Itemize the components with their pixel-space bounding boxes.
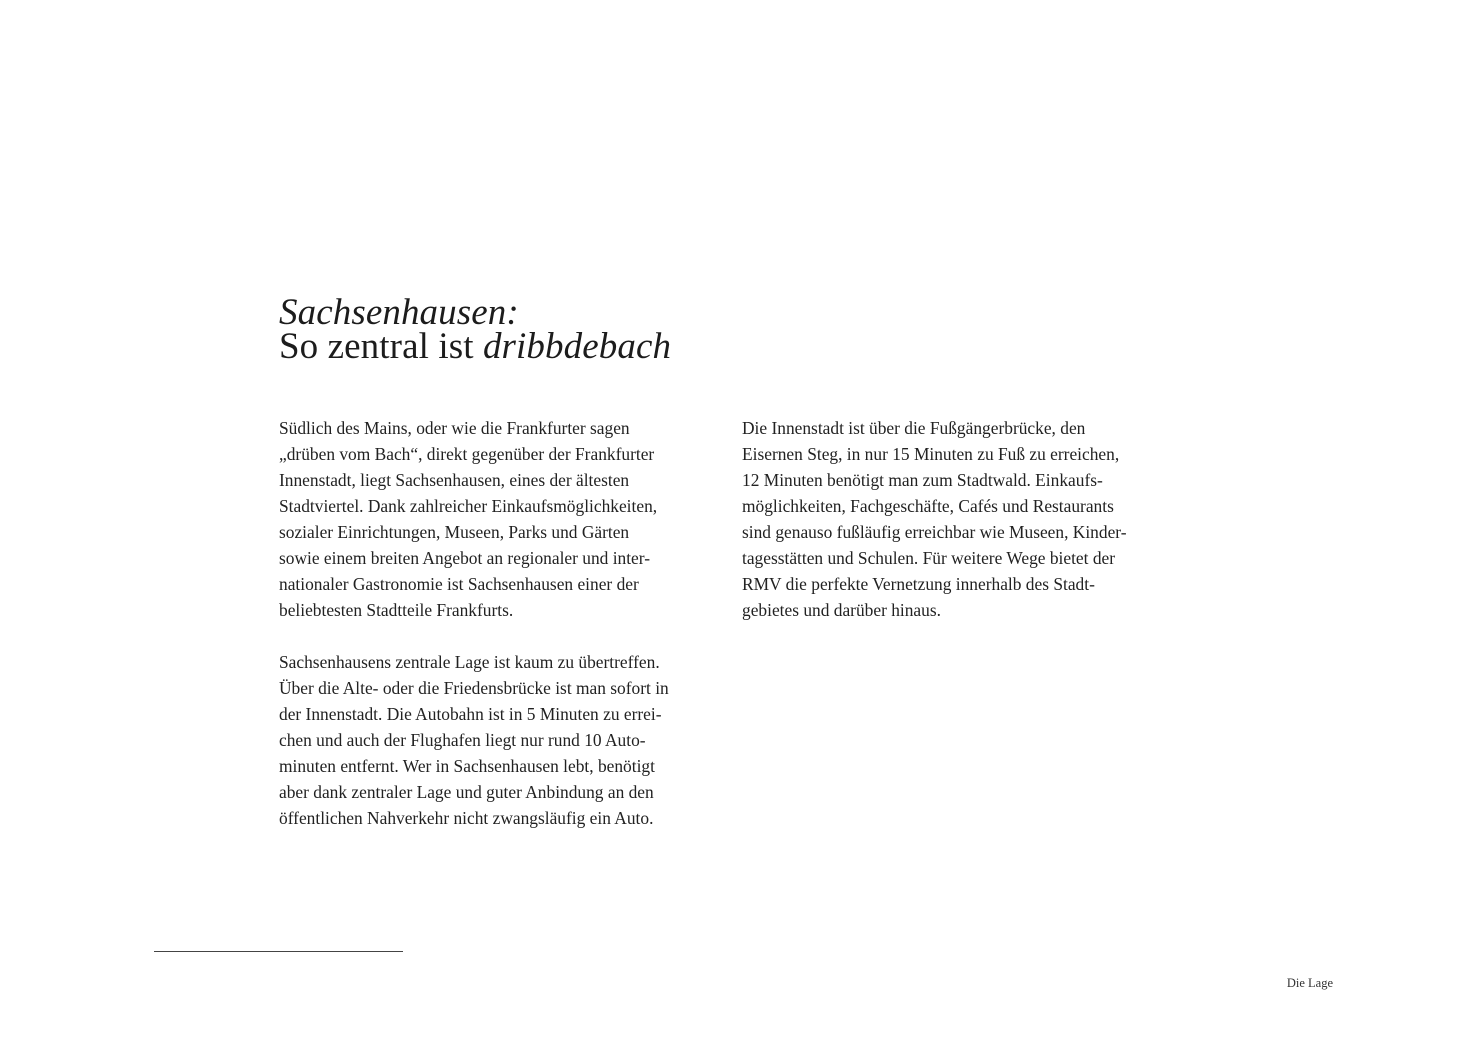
text-line: Innenstadt, liegt Sachsenhausen, eines der ältesten xyxy=(279,470,630,490)
right-text-column xyxy=(742,415,1182,649)
text-line: Stadtviertel. Dank zahlreicher Einkaufsmöglichkeiten, xyxy=(279,496,658,516)
paragraph-intro xyxy=(279,415,719,623)
text-line: tagesstätten und Schulen. Für weitere Wege bietet der xyxy=(742,548,1116,568)
text-line: minuten entfernt. Wer in Sachsenhausen lebt, benötigt xyxy=(279,756,655,776)
text-line: chen und auch der Flughafen liegt nur rund 10 Auto- xyxy=(279,730,646,750)
footer-divider xyxy=(154,951,403,952)
title-line-2 xyxy=(279,326,672,367)
text-line: „drüben vom Bach“, direkt gegenüber der Frankfurter xyxy=(279,444,655,464)
text-line: der Innenstadt. Die Autobahn ist in 5 Minuten zu errei- xyxy=(279,704,662,724)
text-line: Eisernen Steg, in nur 15 Minuten zu Fuß zu erreichen, xyxy=(742,444,1120,464)
text-line: möglichkeiten, Fachgeschäfte, Cafés und Restaurants xyxy=(742,496,1114,516)
text-line: Über die Alte- oder die Friedensbrücke ist man sofort in xyxy=(279,678,669,698)
text-line: 12 Minuten benötigt man zum Stadtwald. Einkaufs- xyxy=(742,470,1103,490)
text-line: Die Innenstadt ist über die Fußgängerbrücke, den xyxy=(742,418,1086,438)
text-line: aber dank zentraler Lage und guter Anbindung an den xyxy=(279,782,654,802)
text-line: Südlich des Mains, oder wie die Frankfurter sagen xyxy=(279,418,630,438)
paragraph-central-location xyxy=(279,649,719,831)
text-line: sozialer Einrichtungen, Museen, Parks und Gärten xyxy=(279,522,630,542)
title-line-2-regular: So zentral ist xyxy=(279,326,483,367)
text-line: sind genauso fußläufig erreichbar wie Museen, Kinder- xyxy=(742,522,1127,542)
left-text-column xyxy=(279,415,719,857)
title-line-1: Sachsenhausen: xyxy=(279,292,519,333)
text-line: RMV die perfekte Vernetzung innerhalb des Stadt- xyxy=(742,574,1095,594)
text-line: gebietes und darüber hinaus. xyxy=(742,600,941,620)
text-line: sowie einem breiten Angebot an regionaler und inter- xyxy=(279,548,651,568)
text-line: öffentlichen Nahverkehr nicht zwangsläufig ein Auto. xyxy=(279,808,654,828)
text-line: nationaler Gastronomie ist Sachsenhausen einer der xyxy=(279,574,639,594)
title-line-2-italic: dribbdebach xyxy=(482,326,672,367)
section-label: Die Lage xyxy=(1286,976,1333,990)
text-line: beliebtesten Stadtteile Frankfurts. xyxy=(279,600,514,620)
paragraph-accessibility xyxy=(742,415,1182,623)
text-line: Sachsenhausens zentrale Lage ist kaum zu übertreffen. xyxy=(279,652,660,672)
page-title xyxy=(279,292,672,367)
